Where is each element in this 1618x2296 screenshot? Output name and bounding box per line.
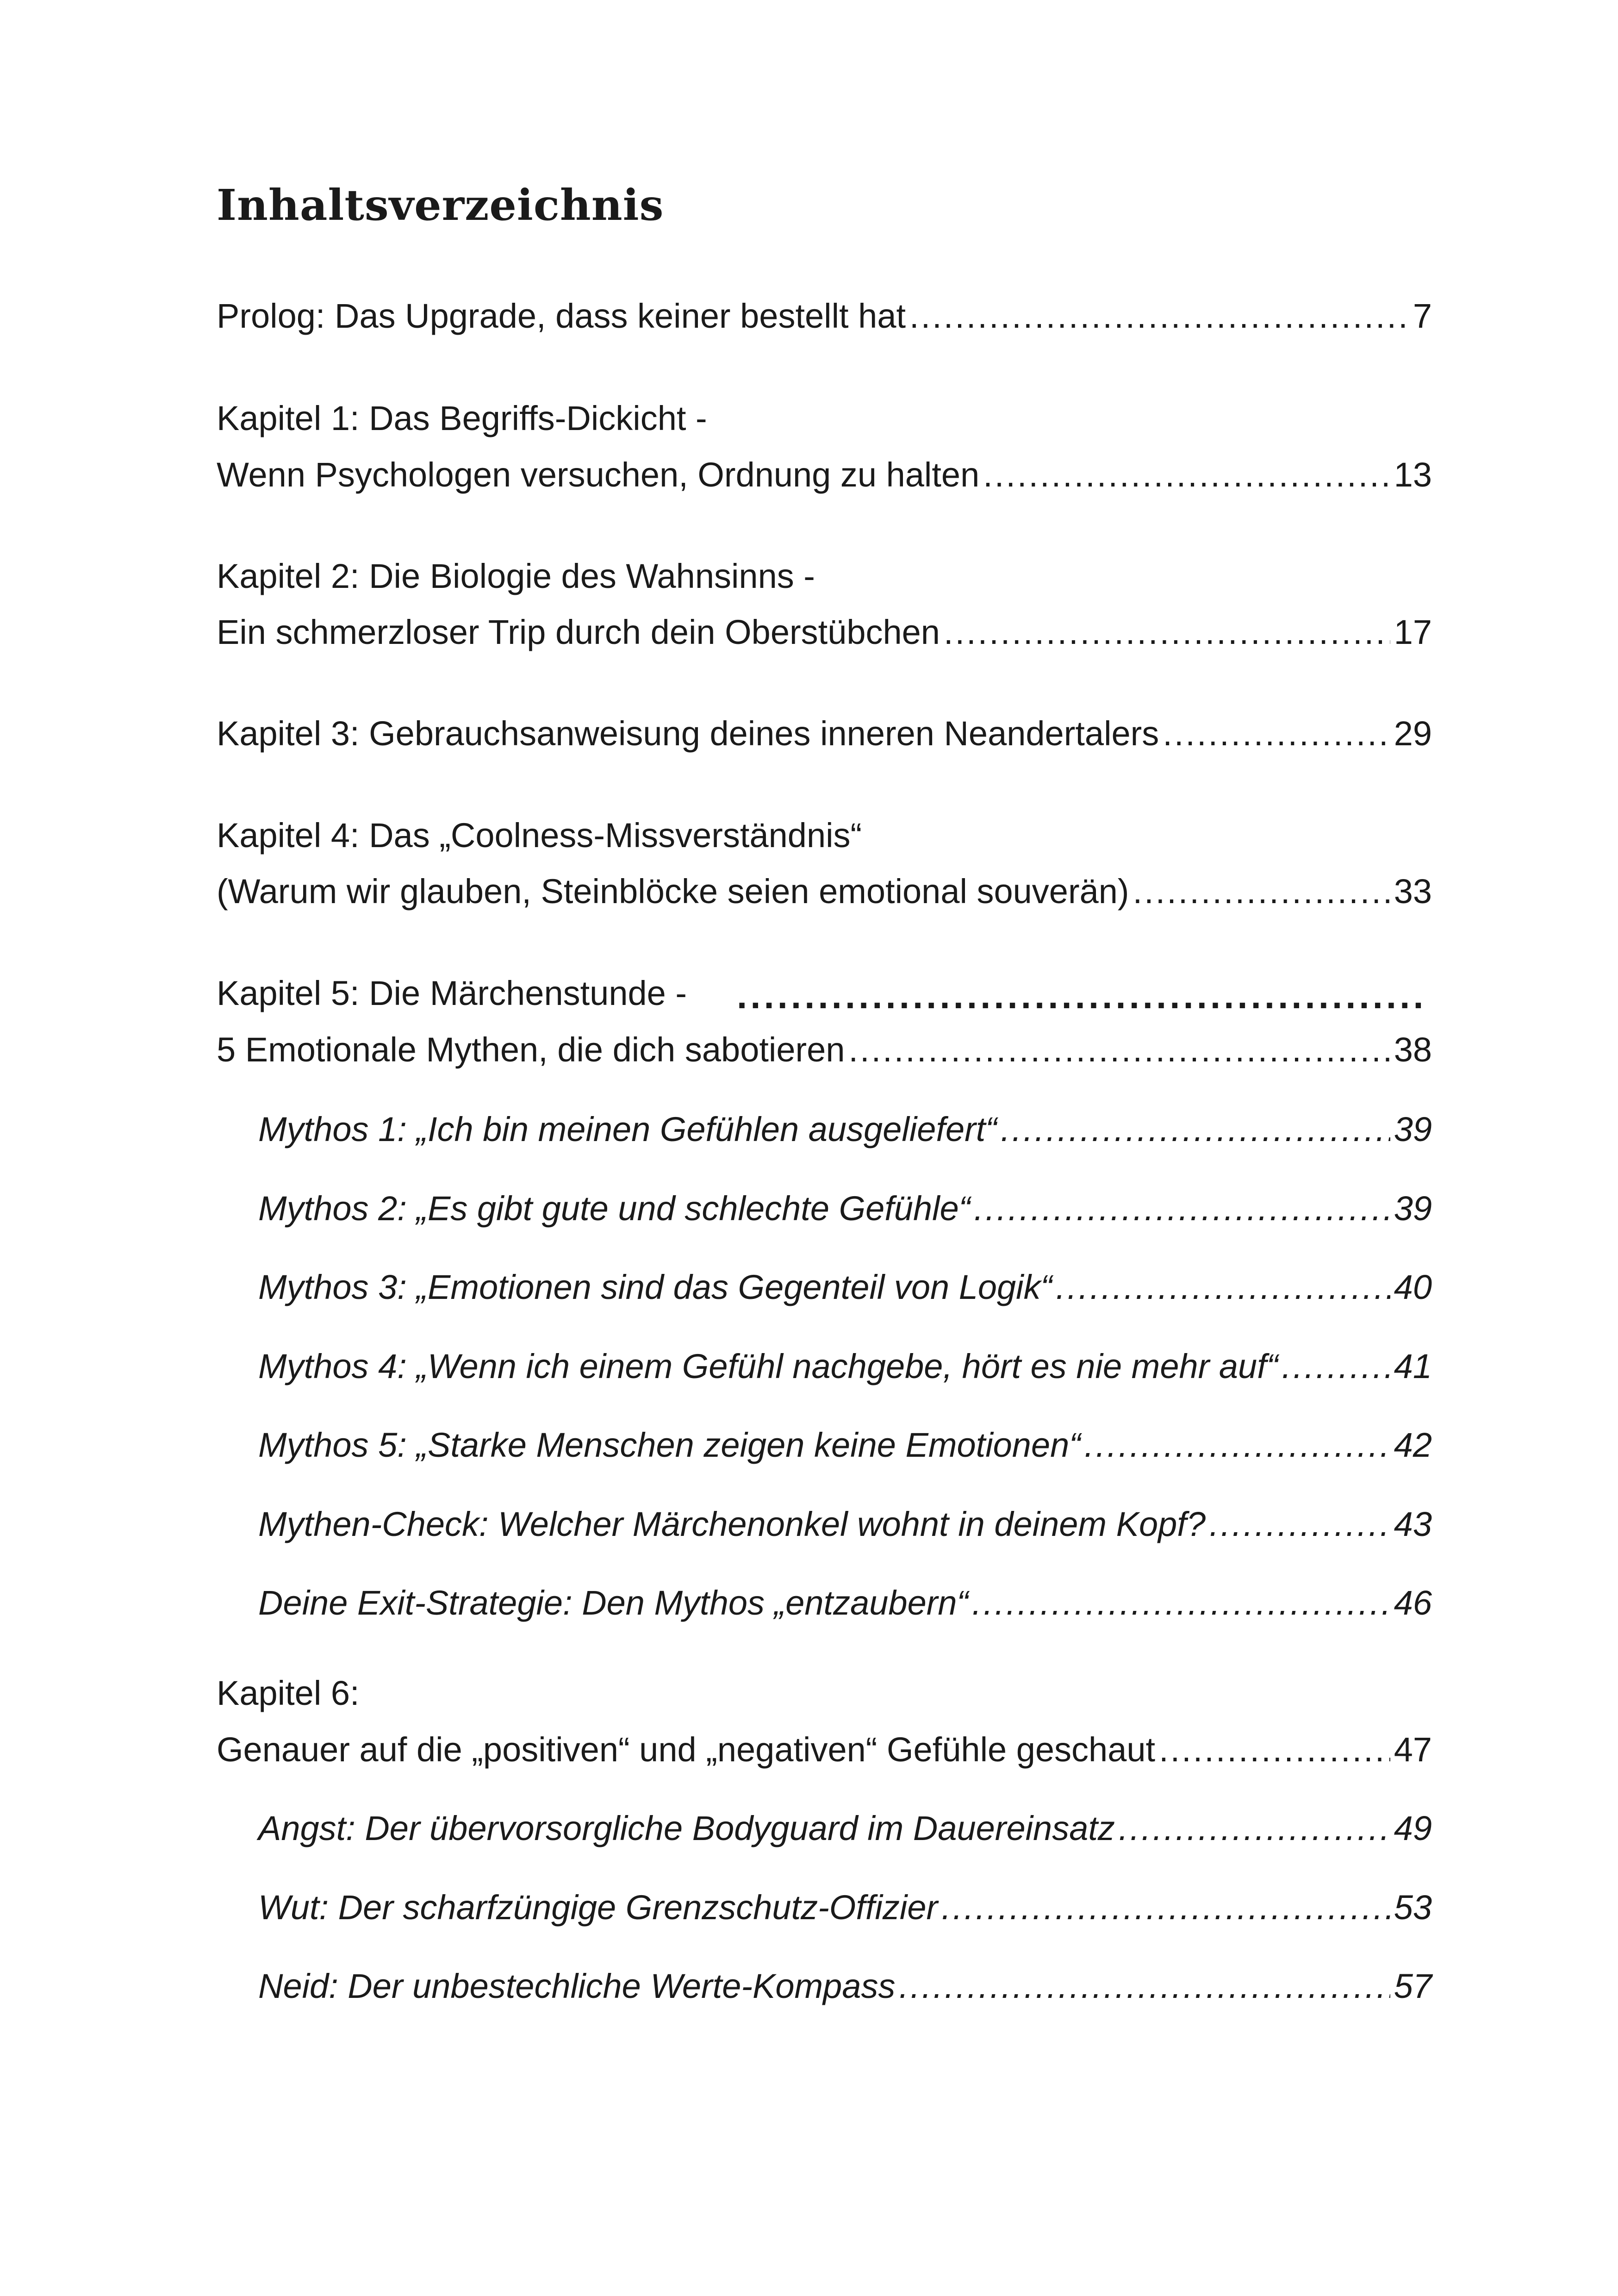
toc-entry-text: Mythos 5: „Starke Menschen zeigen keine Emotionen“ <box>258 1426 1081 1464</box>
toc-entry-text: 5 Emotionale Mythen, die dich sabotieren <box>217 1030 845 1069</box>
toc-entry-text: Mythos 4: „Wenn ich einem Gefühl nachgebe, hört es nie mehr auf“ <box>258 1347 1278 1385</box>
toc-subentry-mythos-4[interactable] <box>258 1344 1432 1389</box>
dot-leader <box>974 1186 1390 1231</box>
toc-subentry-mythos-3[interactable] <box>258 1265 1432 1310</box>
toc-entry-text: Mythos 1: „Ich bin meinen Gefühlen ausgeliefert“ <box>258 1110 997 1148</box>
dot-leader <box>1282 1344 1390 1389</box>
toc-page-number: 38 <box>1394 1030 1432 1069</box>
dot-leader <box>944 610 1390 655</box>
toc-entry-chapter-4[interactable] <box>217 869 1432 914</box>
toc-subentry-mythos-1[interactable] <box>258 1107 1432 1152</box>
toc-entry-text: Kapitel 2: Die Biologie des Wahnsinns - <box>217 557 815 595</box>
toc-entry-text: Deine Exit-Strategie: Den Mythos „entzaubern“ <box>258 1584 969 1622</box>
toc-chapter-heading-4 <box>217 813 1432 858</box>
toc-entry-text: Kapitel 1: Das Begriffs-Dickicht - <box>217 399 707 437</box>
dot-leader <box>1163 711 1390 756</box>
toc-entry-text: Mythos 2: „Es gibt gute und schlechte Gefühle“ <box>258 1189 971 1228</box>
toc-page-number: 53 <box>1394 1888 1432 1927</box>
dot-leader <box>909 294 1409 338</box>
dot-leader <box>972 1581 1390 1625</box>
dot-leader <box>941 1885 1390 1930</box>
toc-page-number: 40 <box>1394 1268 1432 1306</box>
toc-entry-text: Kapitel 6: <box>217 1674 360 1712</box>
toc-page-number: 46 <box>1394 1584 1432 1622</box>
dot-leader <box>1001 1107 1390 1152</box>
toc-entry-text: Wut: Der scharfzüngige Grenzschutz-Offizier <box>258 1888 938 1927</box>
toc-subentry-mythos-5[interactable] <box>258 1423 1432 1467</box>
dot-leader <box>1159 1728 1390 1772</box>
toc-page-number: 57 <box>1394 1967 1432 2005</box>
toc-entry-text: (Warum wir glauben, Steinblöcke seien emotional souverän) <box>217 872 1129 911</box>
toc-page-number: 43 <box>1394 1505 1432 1543</box>
dot-leader <box>899 1964 1390 2009</box>
toc-entry-text: Mythen-Check: Welcher Märchenonkel wohnt in deinem Kopf? <box>258 1505 1206 1543</box>
toc-page-number: 13 <box>1394 455 1432 494</box>
toc-page-number: 29 <box>1394 714 1432 753</box>
toc-page-number: 49 <box>1394 1809 1432 1847</box>
toc-entry-text: Kapitel 5: Die Märchenstunde - <box>217 974 687 1012</box>
page-title: Inhaltsverzeichnis <box>217 180 664 230</box>
toc-page-number: 17 <box>1394 613 1432 651</box>
dot-leader <box>983 453 1390 497</box>
toc-chapter-heading-1 <box>217 396 1432 441</box>
dot-leader <box>1209 1502 1390 1547</box>
toc-entry-text: Prolog: Das Upgrade, dass keiner bestellt hat <box>217 297 906 335</box>
toc-entry-chapter-3[interactable] <box>217 711 1432 756</box>
toc-entry-text: Kapitel 4: Das „Coolness-Missverständnis“ <box>217 816 862 855</box>
dot-leader <box>1084 1423 1390 1467</box>
toc-entry-text: Neid: Der unbestechliche Werte-Kompass <box>258 1967 896 2005</box>
toc-entry-chapter-1[interactable] <box>217 453 1432 497</box>
dot-leader <box>1119 1806 1390 1851</box>
toc-subentry-neid[interactable] <box>258 1964 1432 2009</box>
toc-page-number: 47 <box>1394 1730 1432 1769</box>
toc-entry-text: Kapitel 3: Gebrauchsanweisung deines inneren Neandertalers <box>217 714 1159 753</box>
toc-entry-chapter-2[interactable] <box>217 610 1432 655</box>
toc-entry-text: Angst: Der übervorsorgliche Bodyguard im Dauereinsatz <box>258 1809 1115 1847</box>
toc-page-number: 33 <box>1394 872 1432 911</box>
dot-leader <box>848 1028 1390 1072</box>
toc-page-number: 7 <box>1413 297 1432 335</box>
dot-leader <box>1056 1265 1390 1310</box>
toc-page-number: 39 <box>1394 1110 1432 1148</box>
toc-subentry-mythen-check[interactable] <box>258 1502 1432 1547</box>
toc-chapter-heading-6 <box>217 1671 1432 1716</box>
toc-entry-chapter-6[interactable] <box>217 1728 1432 1772</box>
toc-entry-text: Ein schmerzloser Trip durch dein Oberstübchen <box>217 613 940 651</box>
dot-leader <box>1133 869 1390 914</box>
toc-subentry-mythos-2[interactable] <box>258 1186 1432 1231</box>
toc-entry-text: Genauer auf die „positiven“ und „negativen“ Gefühle geschaut <box>217 1730 1156 1769</box>
toc-subentry-angst[interactable] <box>258 1806 1432 1851</box>
toc-entry-chapter-5[interactable] <box>217 1028 1432 1072</box>
toc-entry-text: Mythos 3: „Emotionen sind das Gegenteil von Logik“ <box>258 1268 1052 1306</box>
toc-entry-text: Wenn Psychologen versuchen, Ordnung zu halten <box>217 455 980 494</box>
toc-page-number: 42 <box>1394 1426 1432 1464</box>
stray-dot-leader <box>737 973 1422 1019</box>
toc-subentry-wut[interactable] <box>258 1885 1432 1930</box>
toc-page-number: 41 <box>1394 1347 1432 1385</box>
toc-page-number: 39 <box>1394 1189 1432 1228</box>
toc-subentry-exit-strategie[interactable] <box>258 1581 1432 1625</box>
toc-chapter-heading-2 <box>217 554 1432 599</box>
toc-entry-prolog[interactable] <box>217 294 1432 338</box>
